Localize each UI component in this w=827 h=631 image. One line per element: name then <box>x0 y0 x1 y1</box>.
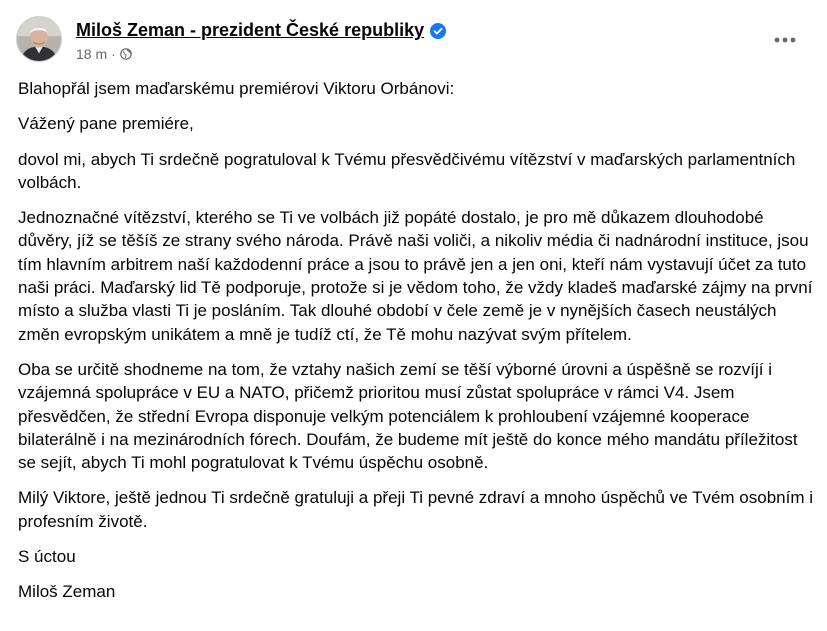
post-paragraph: Milý Viktore, ještě jednou Ti srdečně gratuluji a přeji Ti pevné zdraví a mnoho úspěchů ve Tvém osobním i profesním životě. <box>18 488 813 531</box>
profile-photo-icon <box>17 17 61 61</box>
more-horizontal-icon <box>774 37 796 43</box>
meta-separator: · <box>111 46 116 62</box>
post-paragraph: Blahopřál jsem maďarskému premiérovi Viktoru Orbánovi: <box>18 79 455 98</box>
more-options-button[interactable] <box>767 26 803 54</box>
post-timestamp[interactable]: 18 m <box>76 46 108 62</box>
post-paragraph: Miloš Zeman <box>18 582 116 602</box>
post-paragraph: dovol mi, abych Ti srdečně pogratuloval k Tvému přesvědčivému vítězství v maďarských parlamentních volbách. <box>18 149 796 192</box>
avatar[interactable] <box>16 16 62 62</box>
post-paragraph: Jednoznačné vítězství, kterého se Ti ve volbách již popáté dostalo, je pro mě důkazem dlouhodobé důvěry, jíž se těšíš ze strany svého národa. Právě naši voliči, a nikoliv média či nadnárodní instituce, jsou tím hlavním arbitrem naší každodenní práce a jsou to právě jen a jen oni, kteří nám vystavují účet za tuto naši práci. Maďarský lid Tě podporuje, protože si je vědom toho, že vždy kladeš maďarské zájmy na první místo a služba vlasti Ti je posláním. Tak dlouhé období v čele země je v nynějších časech neustálých změn evropským unikátem a mně je tudíž ctí, že Tě mohu nazývat svým přítelem. <box>18 208 813 344</box>
author-name-link[interactable]: Miloš Zeman - prezident České republiky <box>76 20 425 40</box>
post-paragraph: Vážený pane premiére, <box>18 114 194 134</box>
globe-icon[interactable] <box>120 48 132 60</box>
post-paragraph: S úctou <box>18 547 76 567</box>
verified-badge-icon <box>430 23 446 39</box>
post-header <box>16 10 811 70</box>
author-line <box>76 20 446 41</box>
post-paragraph: Oba se určitě shodneme na tom, že vztahy našich zemí se těší výborné úrovni a úspěšně se rozvíjí i vzájemná spolupráce v EU a NATO, přičemž prioritou musí zůstat spolupráce v rámci V4. Jsem přesvědčen, že střední Evropa disponuje velkým potenciálem k prohloubení vzájemné kooperace bilaterálně i na mezinárodních fórech. Doufám, že budeme mít ještě do konce mého mandátu příležitost se sejít, abych Ti mohl pogratulovat k Tvému úspěchu osobně. <box>18 359 798 473</box>
post-meta <box>76 46 132 62</box>
post-body <box>18 77 818 616</box>
